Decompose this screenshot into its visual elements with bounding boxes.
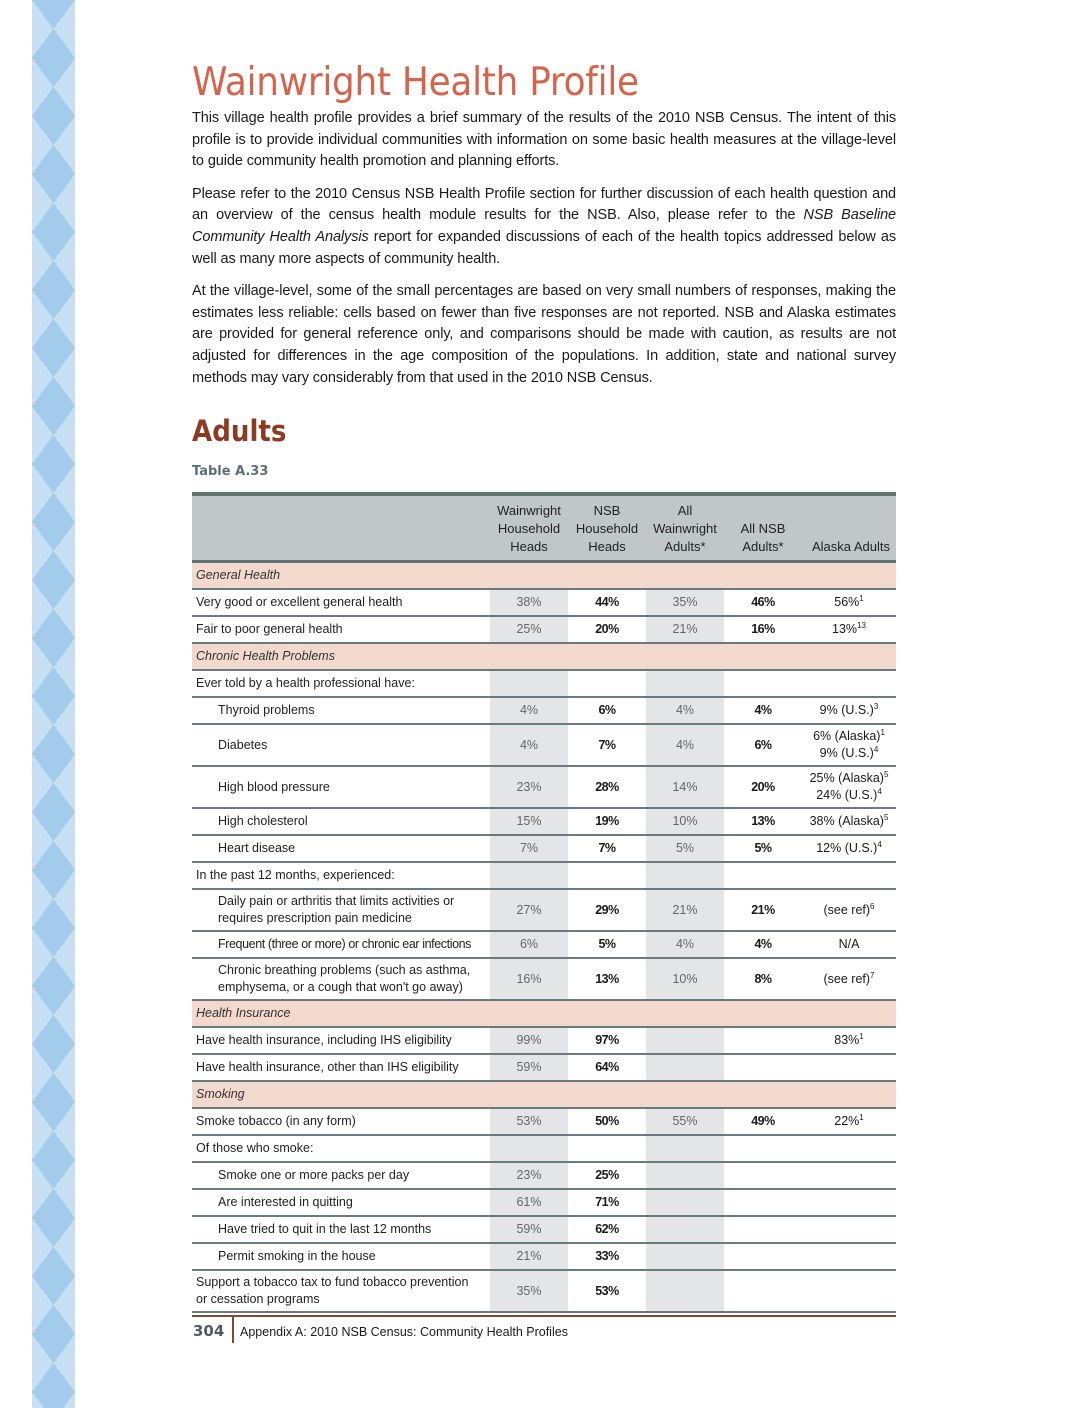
cell-nsb-hh: 7% — [598, 841, 616, 855]
cell-empty — [646, 1270, 724, 1312]
table-row — [192, 697, 896, 724]
cell-nsb-hh: 19% — [595, 814, 619, 828]
cell-wainwright-hh: 59% — [490, 1216, 568, 1243]
cell-nsb-hh: 6% — [598, 703, 616, 717]
category-label: General Health — [196, 568, 281, 582]
table-row — [192, 1243, 896, 1270]
cell-empty — [646, 1243, 724, 1270]
cell-empty — [724, 1243, 802, 1270]
cell-nsb-adults: 21% — [751, 902, 775, 917]
cell-nsb-hh: 13% — [595, 971, 619, 986]
cell-wainwright-adults: 10% — [646, 958, 724, 1000]
cell-empty — [724, 1162, 802, 1189]
row-label: Have health insurance, other than IHS eligibility — [196, 1060, 459, 1074]
cell-wainwright-adults: 21% — [646, 889, 724, 931]
cell-wainwright-adults: 55% — [646, 1108, 724, 1135]
cell-wainwright-hh: 38% — [490, 589, 568, 616]
cell-nsb-adults: 8% — [754, 971, 772, 986]
cell-wainwright-hh: 6% — [490, 931, 568, 958]
cell-empty — [646, 1027, 724, 1054]
cell-wainwright-hh: 25% — [490, 616, 568, 643]
cell-alaska-adults: 56%$^1$ — [834, 593, 864, 609]
intro-text — [192, 108, 896, 400]
cell-empty — [802, 1216, 896, 1243]
cell-nsb-hh: 25% — [595, 1168, 619, 1182]
header-nsb-household-heads: NSB Household Heads — [575, 503, 639, 554]
header-all-nsb-adults: All NSB Adults* — [740, 521, 786, 554]
cell-wainwright-adults: 21% — [646, 616, 724, 643]
header-alaska-adults: Alaska Adults — [811, 539, 890, 554]
cell-wainwright-hh: 15% — [490, 808, 568, 835]
cell-wainwright-hh: 59% — [490, 1054, 568, 1081]
cell-wainwright-hh: 53% — [490, 1108, 568, 1135]
table-row — [192, 1270, 896, 1312]
cell-wainwright-hh: 16% — [490, 958, 568, 1000]
cell-nsb-hh: 5% — [598, 937, 616, 951]
cell-empty — [490, 1135, 568, 1162]
row-label: High cholesterol — [218, 814, 308, 828]
table-row — [192, 931, 896, 958]
cell-wainwright-hh: 27% — [490, 889, 568, 931]
cell-empty — [802, 1054, 896, 1081]
cell-nsb-hh: 20% — [595, 622, 619, 636]
cell-nsb-hh: 28% — [595, 779, 619, 794]
cell-wainwright-adults: 4% — [646, 931, 724, 958]
cell-alaska-adults: (see ref)$^7$ — [823, 970, 875, 986]
cell-alaska-adults: 6% (Alaska)$^1$ 9% $(U.S.)^4$ — [813, 727, 885, 760]
decorative-triangle-border — [32, 0, 75, 1408]
row-label: Very good or excellent general health — [196, 595, 403, 609]
cell-empty — [724, 1054, 802, 1081]
table-row — [192, 958, 896, 1000]
table-row — [192, 1027, 896, 1054]
table-row — [192, 616, 896, 643]
cell-empty — [802, 862, 896, 889]
cell-nsb-hh: 71% — [595, 1195, 619, 1209]
table-row — [192, 724, 896, 766]
table-row — [192, 1189, 896, 1216]
page-number: 304 — [193, 1322, 225, 1340]
cell-empty — [646, 670, 724, 697]
row-label: Have health insurance, including IHS eligibility — [196, 1033, 452, 1047]
row-label: Daily pain or arthritis that limits activities or requires prescription pain medicine — [218, 894, 455, 925]
category-row-smoking — [192, 1081, 896, 1108]
category-label: Smoking — [196, 1087, 245, 1101]
cell-empty — [646, 1189, 724, 1216]
cell-nsb-adults: 46% — [751, 595, 775, 609]
cell-alaska-adults: 13%$^{13}$ — [832, 620, 866, 636]
cell-wainwright-adults: 14% — [646, 766, 724, 808]
cell-nsb-hh: 53% — [595, 1283, 619, 1298]
cell-nsb-hh: 29% — [595, 902, 619, 917]
table-row — [192, 889, 896, 931]
page-title: Wainwright Health Profile — [192, 60, 639, 105]
row-label: Frequent (three or more) or chronic ear infections — [218, 937, 472, 951]
header-wainwright-household-heads: Wainwright Household Heads — [497, 503, 561, 554]
cell-wainwright-hh: 99% — [490, 1027, 568, 1054]
row-label: In the past 12 months, experienced: — [196, 868, 395, 882]
row-label: Smoke tobacco (in any form) — [196, 1114, 356, 1128]
cell-nsb-hh: 64% — [595, 1060, 619, 1074]
row-label: Diabetes — [218, 737, 268, 752]
table-subheading-row — [192, 862, 896, 889]
cell-nsb-adults: 4% — [754, 703, 772, 717]
cell-empty — [802, 1135, 896, 1162]
cell-empty — [724, 862, 802, 889]
cell-nsb-hh: 97% — [595, 1033, 619, 1047]
cell-empty — [490, 862, 568, 889]
table-subheading-row — [192, 670, 896, 697]
intro-paragraph-3: At the village-level, some of the small percentages are based on very small numbers of responses, making the estimates less reliable: cells based on fewer than five responses are not reported. NSB and Alaska estimates are provided for general reference only, and comparisons should be made with caution, as results are not adjusted for differences in the age composition of the populations. In addition, state and national survey methods may vary considerably from that used in the 2010 NSB Census. — [192, 283, 896, 386]
cell-nsb-adults: 49% — [751, 1114, 775, 1128]
table-row — [192, 1054, 896, 1081]
cell-empty — [802, 1270, 896, 1312]
header-blank — [192, 494, 490, 562]
cell-nsb-hh: 50% — [595, 1114, 619, 1128]
table-row — [192, 589, 896, 616]
cell-wainwright-adults: 4% — [646, 697, 724, 724]
cell-empty — [568, 670, 646, 697]
cell-wainwright-adults: 5% — [646, 835, 724, 862]
row-label: Fair to poor general health — [196, 622, 343, 636]
cell-nsb-adults: 5% — [754, 841, 772, 855]
cell-wainwright-hh: 4% — [490, 697, 568, 724]
intro-paragraph-1: This village health profile provides a brief summary of the results of the 2010 NSB Census. The intent of this profile is to provide individual communities with information on some basic health measures at the village-level to guide community health promotion and planning efforts. — [192, 110, 896, 170]
row-label: Smoke one or more packs per day — [218, 1168, 410, 1182]
cell-wainwright-adults: 35% — [646, 589, 724, 616]
cell-wainwright-hh: 35% — [490, 1270, 568, 1312]
cell-empty — [802, 1162, 896, 1189]
section-title: Adults — [192, 414, 287, 448]
row-label: Chronic breathing problems (such as asthma, emphysema, or a cough that won't go away) — [218, 963, 471, 994]
category-label: Chronic Health Problems — [196, 649, 335, 663]
row-label: Ever told by a health professional have: — [196, 676, 415, 690]
category-row-health-insurance — [192, 1000, 896, 1027]
cell-nsb-hh: 7% — [598, 737, 616, 752]
cell-empty — [646, 862, 724, 889]
row-label: Permit smoking in the house — [218, 1249, 376, 1263]
cell-empty — [646, 1135, 724, 1162]
cell-nsb-hh: 62% — [595, 1222, 619, 1236]
cell-empty — [724, 1270, 802, 1312]
cell-empty — [490, 670, 568, 697]
intro-paragraph-2 — [192, 184, 896, 270]
cell-empty — [802, 1189, 896, 1216]
table-header-row — [192, 494, 896, 562]
cell-empty — [802, 670, 896, 697]
table-row — [192, 1216, 896, 1243]
category-row-chronic-health — [192, 643, 896, 670]
cell-nsb-adults: 20% — [751, 779, 775, 794]
category-label: Health Insurance — [196, 1006, 291, 1020]
cell-nsb-hh: 44% — [595, 595, 619, 609]
cell-nsb-adults: 4% — [754, 937, 772, 951]
table-subheading-row — [192, 1135, 896, 1162]
cell-empty — [646, 1216, 724, 1243]
row-label: Support a tobacco tax to fund tobacco prevention or cessation programs — [196, 1275, 469, 1306]
cell-empty — [646, 1054, 724, 1081]
cell-alaska-adults: 25% (Alaska)$^5$ 24% $(U.S.)^4$ — [809, 769, 889, 802]
report-title-reference: NSB Baseline Community Health Analysis — [192, 207, 897, 245]
footer-rule — [192, 1315, 896, 1317]
cell-wainwright-adults: 10% — [646, 808, 724, 835]
cell-empty — [646, 1162, 724, 1189]
cell-empty — [568, 862, 646, 889]
table-row — [192, 766, 896, 808]
cell-empty — [724, 1189, 802, 1216]
cell-empty — [724, 1027, 802, 1054]
cell-nsb-adults: 16% — [751, 622, 775, 636]
table-row — [192, 835, 896, 862]
cell-alaska-adults: 12% $(U.S.)^4$ — [816, 839, 882, 855]
category-row-general-health — [192, 562, 896, 590]
table-label: Table A.33 — [192, 464, 269, 479]
row-label: Of those who smoke: — [196, 1141, 314, 1155]
footer-running-title: Appendix A: 2010 NSB Census: Community Health Profiles — [240, 1325, 568, 1339]
cell-empty — [568, 1135, 646, 1162]
cell-wainwright-hh: 23% — [490, 766, 568, 808]
cell-nsb-adults: 13% — [751, 814, 775, 828]
cell-alaska-adults: 38% (Alaska)$^5$ — [809, 812, 889, 828]
row-label: Have tried to quit in the last 12 months — [218, 1222, 432, 1236]
cell-nsb-adults: 6% — [754, 737, 772, 752]
cell-alaska-adults: 22%$^1$ — [834, 1112, 864, 1128]
cell-empty — [724, 670, 802, 697]
cell-alaska-adults: 83%$^1$ — [834, 1031, 864, 1047]
row-label: Heart disease — [218, 841, 296, 855]
paragraph-text: Please refer to the 2010 Census NSB Health Profile section for further discussion of each health question and an overview of the census health module results for the NSB. Also, please refer to the — [192, 185, 896, 224]
row-label: Are interested in quitting — [218, 1195, 353, 1209]
row-label: Thyroid problems — [218, 703, 315, 717]
health-table — [192, 492, 896, 1313]
cell-wainwright-hh: 21% — [490, 1243, 568, 1270]
header-all-wainwright-adults: All Wainwright Adults* — [653, 503, 717, 554]
table-row — [192, 1108, 896, 1135]
cell-empty — [724, 1216, 802, 1243]
cell-wainwright-hh: 7% — [490, 835, 568, 862]
cell-empty — [802, 1243, 896, 1270]
cell-nsb-hh: 33% — [595, 1249, 619, 1263]
cell-wainwright-adults: 4% — [646, 724, 724, 766]
cell-wainwright-hh: 4% — [490, 724, 568, 766]
table-row — [192, 1162, 896, 1189]
cell-alaska-adults: (see ref)$^6$ — [823, 901, 875, 917]
table-row — [192, 808, 896, 835]
footer-divider — [232, 1315, 234, 1343]
cell-wainwright-hh: 23% — [490, 1162, 568, 1189]
paragraph-text: report for expanded discussions of each of the health topics addressed below as well as many more aspects of community health. — [192, 228, 897, 267]
cell-empty — [724, 1135, 802, 1162]
cell-alaska-adults: 9% $(U.S.)^3$ — [819, 701, 879, 717]
cell-wainwright-hh: 61% — [490, 1189, 568, 1216]
row-label: High blood pressure — [218, 779, 330, 794]
cell-alaska-adults: N/A — [838, 937, 860, 951]
